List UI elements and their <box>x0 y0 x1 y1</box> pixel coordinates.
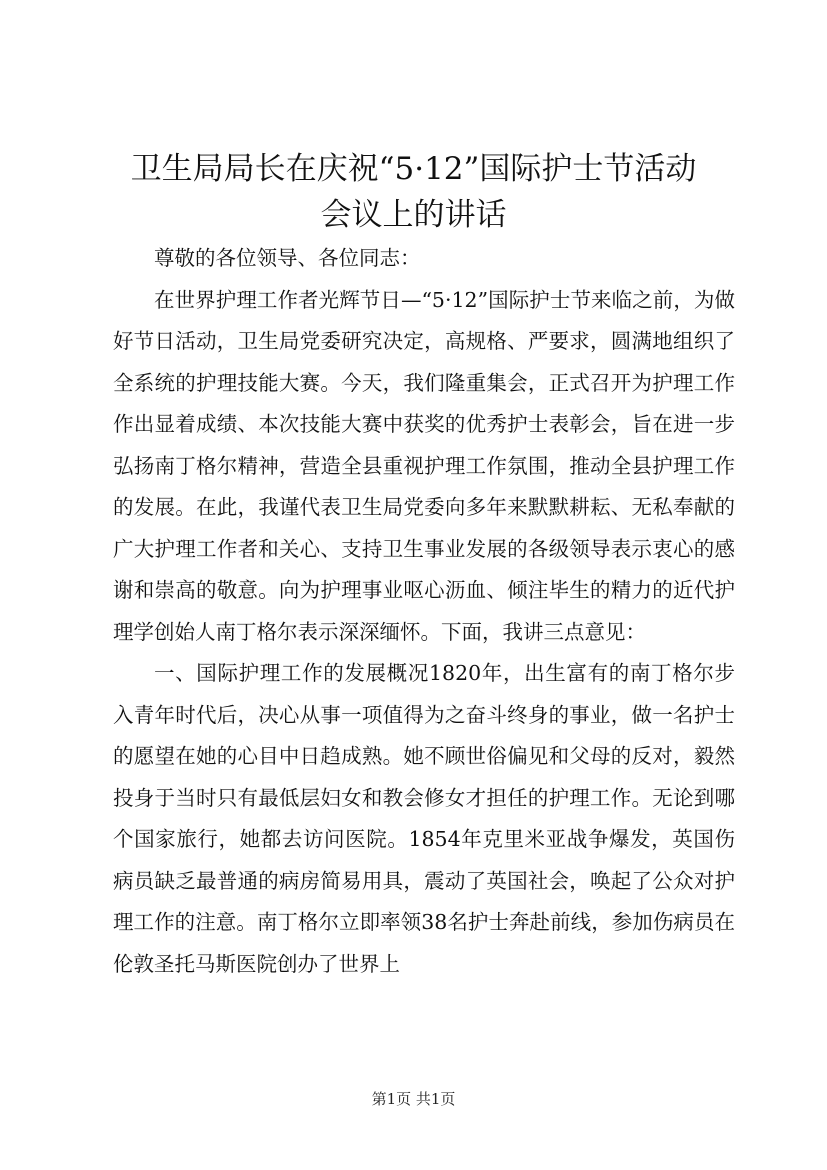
document-title <box>80 146 747 238</box>
page-footer: 第1页 共1页 <box>371 1090 456 1108</box>
salutation: 尊敬的各位领导、各位同志： <box>154 246 421 270</box>
paragraph-opening: 在世界护理工作者光辉节日—“5·12”国际护士节来临之前，为做好节日活动，卫生局党委研究决定，高规格、严要求，圆满地组织了全系统的护理技能大赛。今天，我们隆重集会，正式召开为护理工作作出显着成绩、本次技能大赛中获奖的优秀护士表彰会，旨在进一步弘扬南丁格尔精神，营造全县重视护理工作氛围，推动全县护理工作的发展。在此，我谨代表卫生局党委向多年来默默耕耘、无私奉献的广大护理工作者和关心、支持卫生事业发展的各级领导表示衷心的感谢和崇高的敬意。向为护理事业呕心沥血、倾注毕生的精力的近代护理学创始人南丁格尔表示深深缅怀。下面，我讲三点意见： <box>113 287 735 644</box>
paragraph-history: 一、国际护理工作的发展概况1820年，出生富有的南丁格尔步入青年时代后，决心从事一项值得为之奋斗终身的事业，做一名护士的愿望在她的心目中日趋成熟。她不顾世俗偏见和父母的反对，毅然投身于当时只有最低层妇女和教会修女才担任的护理工作。无论到哪个国家旅行，她都去访问医院。1854年克里米亚战争爆发，英国伤病员缺乏最普通的病房简易用具，震动了英国社会，唤起了公众对护理工作的注意。南丁格尔立即率领38名护士奔赴前线，参加伤病员在伦敦圣托马斯医院创办了世界上 <box>113 661 735 976</box>
title-line-1: 卫生局局长在庆祝“5·12”国际护士节活动 <box>130 151 697 187</box>
document-body <box>113 238 735 985</box>
title-line-2: 会议上的讲话 <box>320 197 507 233</box>
